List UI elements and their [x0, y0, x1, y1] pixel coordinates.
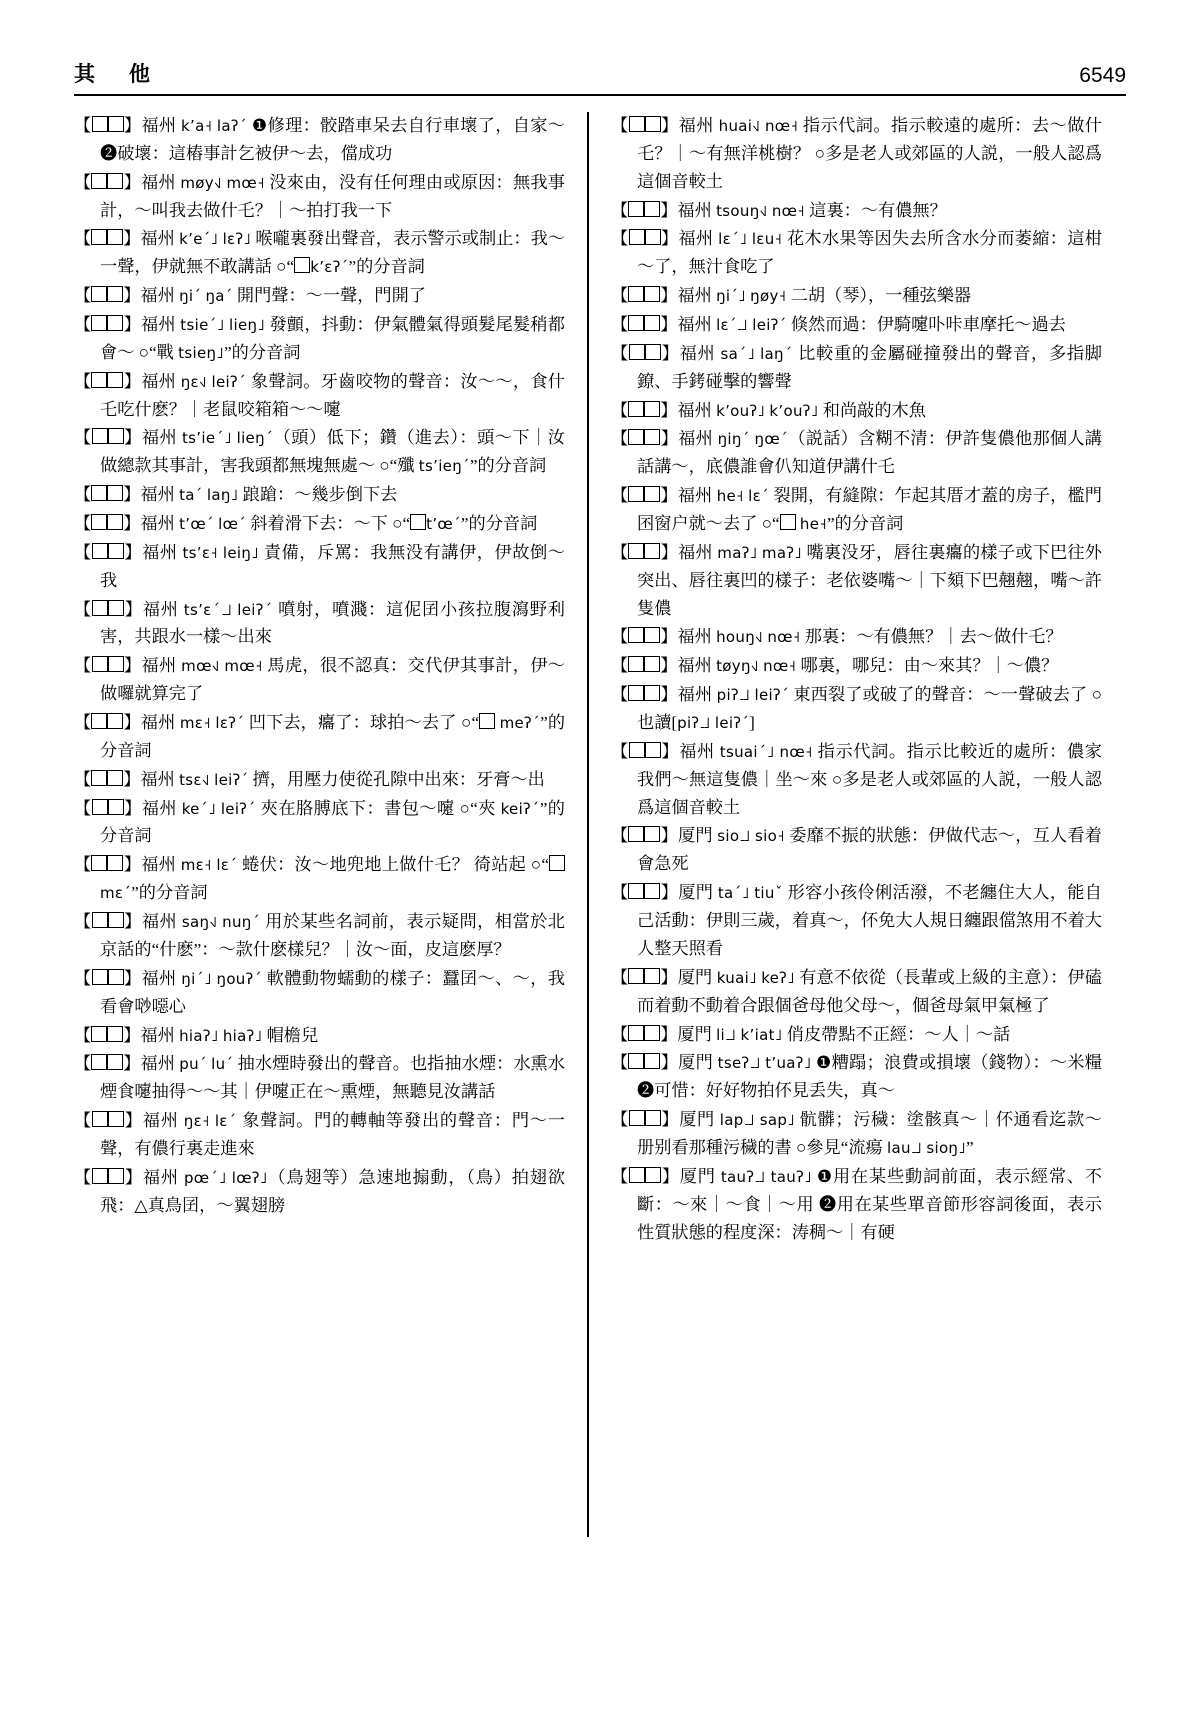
dictionary-entry: 【 】福州 saŋ˧˩ nuŋˊ 用於某些名詞前，表示疑問，相當於北京話的“什麽”：～款什麽樣兒？｜汝～面，皮這麽厚？	[74, 912, 565, 959]
missing-char-box	[628, 286, 644, 302]
dictionary-entry: 【 】福州 tsieˊ˩ lieŋ˩ 發顫，抖動：伊氣體氣得頭髮尾髮稍都會～ ○“戰 tsieŋ˩”的分音詞	[74, 315, 565, 362]
missing-char-box	[108, 1111, 124, 1127]
missing-char-box	[91, 855, 107, 871]
missing-char-box	[92, 799, 108, 815]
missing-char-box	[107, 173, 123, 189]
missing-char-box	[107, 286, 123, 302]
missing-char-box	[644, 1025, 660, 1041]
missing-char-box	[644, 826, 660, 842]
missing-char-box	[628, 685, 644, 701]
missing-char-box	[91, 315, 107, 331]
missing-char-box	[92, 543, 108, 559]
dictionary-entry: 【 】福州 tøyŋ˧˩ nœ˧ 哪裏，哪兒：由～來其？｜～儂？	[611, 656, 1059, 676]
dictionary-entry: 【 】福州 houŋ˧˩ nœ˧ 那裏：～有儂無？｜去～做什乇？	[611, 627, 1063, 647]
dictionary-entry: 【 】福州 puˊ luˊ 抽水煙時發出的聲音。也指抽水煙：水熏水煙食嚔抽得～～其｜伊嚔正在～熏煙，無聽見汝講話	[74, 1054, 565, 1102]
missing-char-box	[107, 315, 123, 331]
dictionary-entry: 【 】福州 maʔ˩ maʔ˩ 嘴裏没牙，唇往裏癟的樣子或下巴往外突出、唇往裏凹的樣子：老依婆嘴～｜下頦下巴翹翹，嘴～許隻儂	[611, 542, 1102, 618]
missing-char-box	[108, 799, 124, 815]
missing-char-box	[644, 429, 660, 445]
missing-char-box	[629, 116, 645, 132]
missing-char-box	[294, 257, 310, 273]
missing-char-box	[549, 855, 565, 871]
dictionary-entry: 【 】福州 he˧ lɛˊ 裂開，有縫隙：乍起其厝才蓋的房子，檻門囨窗户就～去了 ○“ he˧”的分音詞	[611, 486, 1102, 534]
dictionary-entry: 【 】福州 pœˊ˩ lœʔ˩（鳥翅等）急速地搧動，（鳥）拍翅欲飛：△真鳥囝，～翼翅膀	[74, 1167, 565, 1215]
missing-char-box	[645, 742, 661, 758]
missing-char-box	[629, 1167, 645, 1183]
missing-char-box	[644, 315, 660, 331]
missing-char-box	[107, 1054, 123, 1070]
missing-char-box	[479, 713, 495, 729]
missing-char-box	[91, 770, 107, 786]
missing-char-box	[644, 627, 660, 643]
dictionary-entry: 【 】福州 kʼouʔ˩ kʼouʔ˩ 和尚敲的木魚	[611, 400, 926, 420]
dictionary-entry: 【 】福州 ŋiˊ˩ ŋøy˧ 二胡（琴），一種弦樂器	[611, 286, 972, 306]
missing-char-box	[108, 1168, 124, 1184]
missing-char-box	[91, 514, 107, 530]
missing-char-box	[92, 1168, 108, 1184]
missing-char-box	[645, 229, 661, 245]
dictionary-entry: 【 】福州 keˊ˩ leiʔˊ 夾在胳膊底下：書包～嚔 ○“夾 keiʔˊ”的分音詞	[74, 798, 565, 846]
dictionary-entry: 【 】福州 tʼœˊ lœˊ 斜着滑下去：～下 ○“ tʼœˊ”的分音詞	[74, 514, 538, 534]
dictionary-entry: 【 】福州 tsouŋ˧˩ nœ˧ 這裏：～有儂無？	[611, 200, 947, 220]
dictionary-entry: 【 】福州 ŋiˊ ŋaˊ 開門聲：～一聲，門開了	[74, 286, 426, 306]
missing-char-box	[628, 1025, 644, 1041]
dictionary-entry: 【 】福州 tsɛ˧˩ leiʔˊ 擠，用壓力使從孔隙中出來：牙膏～出	[74, 769, 545, 789]
dictionary-entry: 【 】福州 taˊ laŋ˩ 踉蹌：～幾步倒下去	[74, 485, 398, 505]
missing-char-box	[92, 428, 108, 444]
missing-char-box	[645, 1167, 661, 1183]
dictionary-entry: 【 】福州 ŋiŋˊ ŋœˊ（説話）含糊不清：伊許隻儂他那個人講話講～，底儂誰會仈知道伊講什乇	[611, 429, 1102, 477]
dictionary-entry: 【 】福州 tsʼɛ˧ leiŋ˩ 責備，斥罵：我無没有講伊，伊故倒～我	[74, 542, 565, 590]
missing-char-box	[91, 286, 107, 302]
missing-char-box	[645, 116, 661, 132]
missing-char-box	[107, 372, 123, 388]
two-column-body	[74, 112, 1126, 1652]
dictionary-entry: 【 】厦門 kuai˩ keʔ˩ 有意不依從（長輩或上級的主意）：伊磕而着動不動着合跟個爸母他父母～，個爸母氣甲氣極了	[611, 967, 1102, 1015]
missing-char-box	[92, 1111, 108, 1127]
missing-char-box	[628, 201, 644, 217]
dictionary-entry: 【 】厦門 li˩˩ kʼiat˩ 俏皮帶點不正經：～人｜～話	[611, 1024, 1011, 1044]
dictionary-entry: 【 】福州 ŋiˊ˩ ŋouʔˊ 軟體動物蠕動的樣子：蠶囝～、～，我看會唦噁心	[74, 968, 565, 1016]
dictionary-entry: 【 】福州 saˊ˩ laŋˊ 比較重的金屬碰撞發出的聲音，多指脚鐐、手銬碰擊的響聲	[611, 343, 1102, 391]
missing-char-box	[108, 912, 124, 928]
dictionary-entry: 【 】福州 huai˧˩ nœ˧ 指示代詞。指示較遠的處所：去～做什乇？｜～有無洋桃樹？ ○多是老人或郊區的人説，一般人認爲這個音較土	[611, 116, 1102, 191]
missing-char-box	[628, 656, 644, 672]
missing-char-box	[91, 372, 107, 388]
dictionary-entry: 【 】福州 kʼa˧ laʔˊ ❶修理：骹踏車呆去自行車壞了，自家～ ❷破壞：這樁事計乞被伊～去，儅成功	[74, 116, 565, 163]
missing-char-box	[92, 600, 108, 616]
missing-char-box	[107, 1026, 123, 1042]
missing-char-box	[628, 1053, 644, 1069]
missing-char-box	[107, 514, 123, 530]
missing-char-box	[92, 116, 108, 132]
missing-char-box	[644, 883, 660, 899]
missing-char-box	[91, 173, 107, 189]
missing-char-box	[91, 1026, 107, 1042]
missing-char-box	[644, 401, 660, 417]
dictionary-entry: 【 】福州 mœ˧˩ mœ˧ 馬虎，很不認真：交代伊其事計，伊～做囉就算完了	[74, 656, 565, 704]
missing-char-box	[108, 543, 124, 559]
section-title: 其 他	[74, 63, 164, 86]
missing-char-box	[628, 401, 644, 417]
missing-char-box	[628, 968, 644, 984]
missing-char-box	[628, 826, 644, 842]
missing-char-box	[644, 286, 660, 302]
missing-char-box	[644, 656, 660, 672]
dictionary-entry: 【 】福州 lɛˊ˩ lɛu˧ 花木水果等因失去所含水分而萎縮：這柑～了，無汁食吃了	[611, 229, 1102, 277]
dictionary-entry: 【 】厦門 taˊ˩ tiuˇ 形容小孩伶俐活潑，不老纏住大人，能自己活動：伊則三歲，着真～，伓免大人規日纏跟儅煞用不着大人整天照看	[611, 883, 1102, 958]
missing-char-box	[645, 344, 661, 360]
missing-char-box	[780, 514, 796, 530]
missing-char-box	[108, 600, 124, 616]
column-left	[74, 112, 579, 1652]
missing-char-box	[91, 1054, 107, 1070]
missing-char-box	[92, 912, 108, 928]
dictionary-entry: 【 】福州 tsʼɛˊ˩˩ leiʔˊ 噴射，噴濺：這伲囝小孩拉腹瀉野利害，共跟水一樣～出來	[74, 599, 565, 647]
missing-char-box	[628, 883, 644, 899]
missing-char-box	[91, 229, 107, 245]
missing-char-box	[644, 543, 660, 559]
dictionary-entry: 【 】福州 ŋɛ˧˩ leiʔˊ 象聲詞。牙齒咬物的聲音：汝～～，食什乇吃什麽？｜老鼠咬箱箱～～嚔	[74, 371, 565, 419]
dictionary-entry: 【 】福州 piʔ˩˩ leiʔˊ 東西裂了或破了的聲音：～一聲破去了 ○也讀[piʔ˩˩ leiʔˊ]	[611, 685, 1102, 733]
missing-char-box	[629, 229, 645, 245]
missing-char-box	[92, 656, 108, 672]
dictionary-entry: 【 】福州 hiaʔ˩ hiaʔ˩ 帽檐兒	[74, 1025, 319, 1045]
missing-char-box	[108, 428, 124, 444]
missing-char-box	[629, 344, 645, 360]
missing-char-box	[628, 543, 644, 559]
missing-char-box	[628, 429, 644, 445]
missing-char-box	[92, 969, 108, 985]
missing-char-box	[628, 627, 644, 643]
missing-char-box	[108, 969, 124, 985]
missing-char-box	[644, 1053, 660, 1069]
dictionary-entry: 【 】福州 lɛˊ˩˩ leiʔˊ 倏然而過：伊騎嚔卟咔車摩托～過去	[611, 315, 1066, 335]
missing-char-box	[644, 201, 660, 217]
missing-char-box	[628, 486, 644, 502]
missing-char-box	[91, 485, 107, 501]
dictionary-entry: 【 】厦門 sio˩˩ sio˧ 委靡不振的狀態：伊做代志～，互人看着會急死	[611, 826, 1102, 874]
column-divider	[587, 112, 589, 1537]
missing-char-box	[107, 770, 123, 786]
dictionary-entry: 【 】福州 kʼeˊ˩ lɛʔ˩ 喉嚨裏發出聲音，表示警示或制止：我～一聲，伊就無不敢講話 ○“ kʼɛʔˊ”的分音詞	[74, 229, 565, 277]
dictionary-entry: 【 】福州 tsuaiˊ˩ nœ˧ 指示代詞。指示比較近的處所：儂家我們～無這隻儂｜坐～來 ○多是老人或郊區的人説，一般人認爲這個音較土	[611, 741, 1102, 817]
dictionary-entry: 【 】厦門 tseʔ˩˩ tʼuaʔ˩ ❶糟蹋；浪費或損壞（錢物）：～米糧 ❷可惜：好好物拍伓見丢失，真～	[611, 1053, 1102, 1101]
missing-char-box	[107, 229, 123, 245]
dictionary-entry: 【 】厦門 lap˩˩ sap˩ 骯髒；污穢：塗骸真～｜伓通看迄款～册别看那種污穢的書 ○參見“流瘍 lau˩˩ sioŋ˩”	[611, 1110, 1102, 1157]
missing-char-box	[644, 968, 660, 984]
missing-char-box	[108, 656, 124, 672]
page-header	[74, 58, 1126, 96]
missing-char-box	[629, 1110, 645, 1126]
missing-char-box	[645, 1110, 661, 1126]
missing-char-box	[644, 486, 660, 502]
dictionary-entry: 【 】福州 mɛ˧ lɛʔˊ 凹下去，癟了：球拍～去了 ○“ meʔˊ”的分音詞	[74, 713, 566, 760]
missing-char-box	[107, 855, 123, 871]
missing-char-box	[410, 514, 426, 530]
column-right	[597, 112, 1102, 1652]
page-number: 6549	[1079, 64, 1126, 87]
dictionary-entry: 【 】福州 tsʼieˊ˩ lieŋˊ（頭）低下；鑽（進去）：頭～下｜汝做總款其事計，害我頭都無塊無處～ ○“殲 tsʼieŋˊ”的分音詞	[74, 428, 565, 476]
missing-char-box	[107, 713, 123, 729]
dictionary-entry: 【 】厦門 tauʔ˩˩ tauʔ˩ ❶用在某些動詞前面，表示經常、不斷：～來｜～食｜～用 ❷用在某些單音節形容詞後面，表示性質狀態的程度深：涛稠～｜有硬	[611, 1166, 1102, 1242]
missing-char-box	[107, 485, 123, 501]
missing-char-box	[108, 116, 124, 132]
missing-char-box	[91, 713, 107, 729]
dictionary-entry: 【 】福州 mɛ˧ lɛˊ 蜷伏：汝～地兜地上做什乇？ 徛站起 ○“ mɛˊ”的分音詞	[74, 851, 565, 907]
missing-char-box	[629, 742, 645, 758]
dictionary-entry: 【 】福州 ŋɛ˧ lɛˊ 象聲詞。門的轉軸等發出的聲音：門～一聲，有儂行裏走進來	[74, 1111, 565, 1158]
dictionary-entry: 【 】福州 møy˧˩ mœ˧ 没來由，没有任何理由或原因：無我事計，～叫我去做什乇？｜～拍打我一下	[74, 172, 565, 220]
missing-char-box	[628, 315, 644, 331]
missing-char-box	[644, 685, 660, 701]
